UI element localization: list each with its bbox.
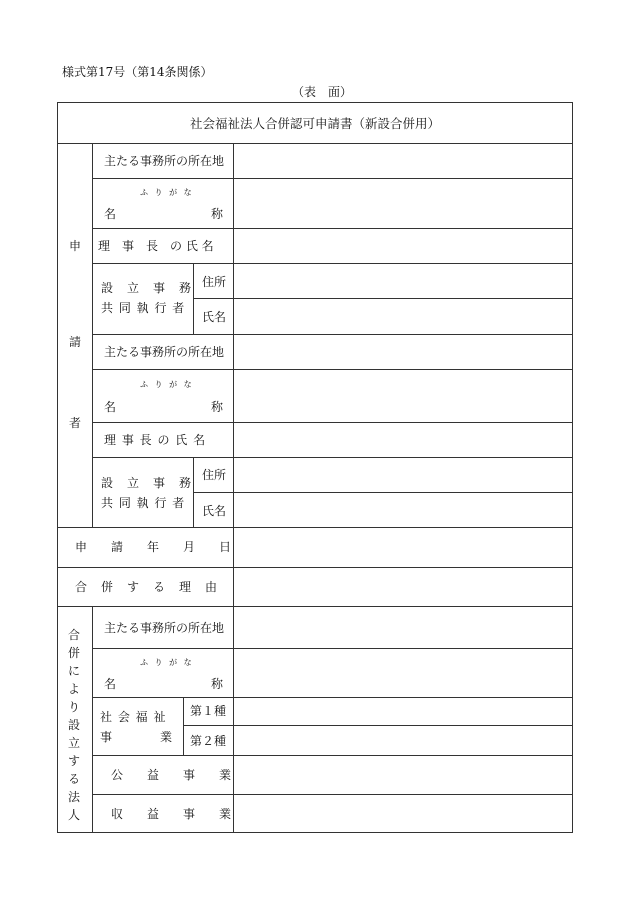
party1-furigana-label: ふ り が な [140,188,194,197]
welfare-type1-label: 第１種 [190,704,227,718]
application-date-label: 申 請 年 月 日 [75,540,232,554]
party1-name-field[interactable] [234,179,572,228]
party2-name-field[interactable] [234,370,572,422]
new-corp-furigana-label: ふ り が な [140,658,194,667]
welfare-type2-label: 第２種 [190,734,227,748]
party1-name-label-a: 名 [104,207,117,221]
party2-chair-label: 理 事 長 の 氏 名 [104,433,207,447]
public-business-label: 公 益 事 業 [111,768,232,782]
new-corp-name-field[interactable] [234,649,572,697]
profit-business-field[interactable] [234,795,572,832]
merger-reason-label: 合 併 す る 理 由 [75,580,219,594]
side-label: （表 面） [292,85,353,99]
party1-name-label-b: 称 [211,207,224,221]
new-corp-label-char: 合 [67,628,80,642]
welfare-type2-field[interactable] [234,726,572,755]
party1-person-label: 氏名 [202,310,227,324]
new-corp-label-char: 併 [67,646,80,660]
new-corp-label-char: 立 [67,736,80,750]
welfare-business-label-2: 事 業 [100,730,173,744]
applicant-label-1: 申 [68,239,81,253]
party1-exec-label-1: 設 立 事 務 [101,281,193,295]
welfare-type1-field[interactable] [234,698,572,725]
party2-name-label-b: 称 [211,400,224,414]
party2-exec-label-2: 共 同 執 行 者 [101,496,186,510]
party1-address-field[interactable] [234,264,572,298]
new-corp-label-char: よ [67,682,80,696]
new-corp-label-char: 設 [67,718,80,732]
new-corp-label-char: す [67,754,80,768]
party2-person-label: 氏名 [202,504,227,518]
party2-person-field[interactable] [234,493,572,527]
profit-business-label: 収 益 事 業 [111,807,232,821]
welfare-business-label-1: 社 会 福 祉 [100,710,167,724]
new-corp-label-char: 人 [67,808,80,822]
party1-chair-label: 理 事 長 の 氏 名 [98,239,214,253]
new-corp-group-label [67,629,81,827]
new-corp-label-char: り [67,700,80,714]
application-date-field[interactable] [234,528,572,567]
new-corp-label-char: る [67,772,80,786]
form-number: 様式第17号（第14条関係） [62,65,213,79]
new-corp-name-label-a: 名 [104,677,117,691]
new-corp-name-label-b: 称 [211,677,224,691]
merger-reason-field[interactable] [234,568,572,606]
party2-address-field[interactable] [234,458,572,492]
party2-name-label-a: 名 [104,400,117,414]
party2-exec-label-1: 設 立 事 務 [101,476,193,490]
party1-office-field[interactable] [234,144,572,178]
new-corp-office-field[interactable] [234,607,572,648]
party1-chair-field[interactable] [234,229,572,263]
party2-furigana-label: ふ り が な [140,380,194,389]
party1-office-label: 主たる事務所の所在地 [104,154,225,168]
new-corp-office-label: 主たる事務所の所在地 [104,621,225,635]
party1-exec-label-2: 共 同 執 行 者 [101,301,186,315]
party1-address-label: 住所 [202,275,227,289]
party2-office-field[interactable] [234,335,572,369]
new-corp-label-char: 法 [67,790,80,804]
party2-address-label: 住所 [202,468,227,482]
party1-person-field[interactable] [234,299,572,334]
party2-office-label: 主たる事務所の所在地 [104,345,225,359]
applicant-label-2: 請 [68,335,81,349]
form-title: 社会福祉法人合併認可申請書（新設合併用） [189,116,440,131]
applicant-label-3: 者 [68,416,81,430]
public-business-field[interactable] [234,756,572,794]
party2-chair-field[interactable] [234,423,572,457]
new-corp-label-char: に [67,664,80,678]
